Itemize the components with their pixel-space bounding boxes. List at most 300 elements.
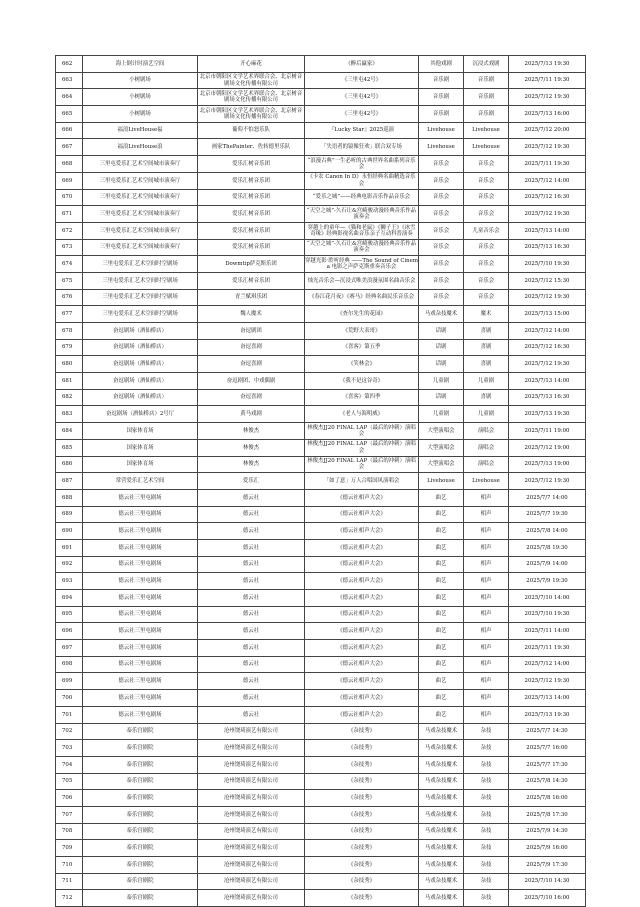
row-number-cell: 700: [56, 690, 83, 707]
row-number-cell: 668: [56, 156, 83, 173]
subcategory-cell: 相声: [464, 590, 509, 607]
category-cell: 音乐会: [419, 239, 464, 256]
subcategory-cell: Livehouse: [464, 139, 509, 156]
table-row: [56, 189, 586, 206]
datetime-cell: 2025/7/9 16:00: [509, 840, 586, 857]
program-title-cell: 《德云社相声大会》: [305, 556, 419, 573]
table-row: [56, 857, 586, 874]
row-number-cell: 676: [56, 289, 83, 306]
subcategory-cell: 喜剧: [464, 323, 509, 340]
datetime-cell: 2025/7/12 19:30: [509, 89, 586, 106]
program-title-cell: 《德云社相声大会》: [305, 539, 419, 556]
venue-cell: 泰乐宫剧院: [83, 890, 198, 907]
row-number-cell: 664: [56, 89, 83, 106]
program-title-cell: 《德云社相声大会》: [305, 623, 419, 640]
program-title-cell: 《喜客》第四季: [305, 389, 419, 406]
organizer-cell: 奋逗喜剧: [198, 389, 305, 406]
datetime-cell: 2025/7/7 16:00: [509, 740, 586, 757]
organizer-cell: 德云社: [198, 539, 305, 556]
datetime-cell: 2025/7/13 19:30: [509, 56, 586, 73]
row-number-cell: 696: [56, 623, 83, 640]
category-cell: 曲艺: [419, 606, 464, 623]
organizer-cell: Dowmtip萨克斯乐团: [198, 256, 305, 273]
venue-cell: 常营爱乐汇艺术空间: [83, 473, 198, 490]
venue-cell: 福浪LiveHouse浪: [83, 139, 198, 156]
program-title-cell: 《杂技秀》: [305, 740, 419, 757]
table-row: [56, 806, 586, 823]
datetime-cell: 2025/7/12 16:30: [509, 189, 586, 206]
organizer-cell: 青兰赋琪乐团: [198, 289, 305, 306]
organizer-cell: 德云社: [198, 623, 305, 640]
category-cell: 话剧: [419, 339, 464, 356]
table-row: [56, 439, 586, 456]
row-number-cell: 689: [56, 506, 83, 523]
venue-cell: 三里屯爱乐汇艺术空间时空剧场: [83, 256, 198, 273]
venue-cell: 三里屯爱乐汇艺术空间城市演奏厅: [83, 189, 198, 206]
category-cell: 曲艺: [419, 539, 464, 556]
organizer-cell: 沧州饶琦演艺有限公司: [198, 723, 305, 740]
table-row: [56, 289, 586, 306]
subcategory-cell: 喜剧: [464, 339, 509, 356]
organizer-cell: 德云社: [198, 590, 305, 607]
category-cell: 曲艺: [419, 706, 464, 723]
row-number-cell: 707: [56, 806, 83, 823]
row-number-cell: 678: [56, 323, 83, 340]
datetime-cell: 2025/7/9 14:00: [509, 556, 586, 573]
table-row: [56, 690, 586, 707]
subcategory-cell: 音乐会: [464, 256, 509, 273]
venue-cell: 奋逗剧场（酒仙桥店）2号厅: [83, 406, 198, 423]
program-title-cell: 穿越上的童年—《猫和老鼠》《狮子王》《冰雪奇缘》经典影视名曲音乐亲子互动科普演奏: [305, 222, 419, 239]
subcategory-cell: 杂技: [464, 857, 509, 874]
table-row: [56, 106, 586, 123]
table-row: [56, 239, 586, 256]
program-title-cell: 《德云社相声大会》: [305, 489, 419, 506]
category-cell: 马戏杂技魔术: [419, 823, 464, 840]
subcategory-cell: 音乐会: [464, 156, 509, 173]
row-number-cell: 672: [56, 222, 83, 239]
program-title-cell: 林俊杰JJ20 FINAL LAP（最后的冲刺）演唱会: [305, 439, 419, 456]
category-cell: 马戏杂技魔术: [419, 756, 464, 773]
program-title-cell: 《杂技秀》: [305, 873, 419, 890]
category-cell: 马戏杂技魔术: [419, 740, 464, 757]
datetime-cell: 2025/7/13 19:30: [509, 706, 586, 723]
category-cell: 曲艺: [419, 673, 464, 690]
venue-cell: 德云社三里屯剧场: [83, 706, 198, 723]
table-row: [56, 172, 586, 189]
row-number-cell: 697: [56, 640, 83, 657]
venue-cell: 德云社三里屯剧场: [83, 673, 198, 690]
venue-cell: 泰乐宫剧院: [83, 790, 198, 807]
category-cell: 曲艺: [419, 623, 464, 640]
program-title-cell: 《杂技秀》: [305, 790, 419, 807]
category-cell: 音乐会: [419, 272, 464, 289]
category-cell: 音乐会: [419, 289, 464, 306]
row-number-cell: 681: [56, 373, 83, 390]
subcategory-cell: 杂技: [464, 873, 509, 890]
venue-cell: 德云社三里屯剧场: [83, 489, 198, 506]
subcategory-cell: 相声: [464, 573, 509, 590]
row-number-cell: 688: [56, 489, 83, 506]
table-row: [56, 122, 586, 139]
program-title-cell: 《杂技秀》: [305, 773, 419, 790]
datetime-cell: 2025/7/13 16:30: [509, 389, 586, 406]
row-number-cell: 698: [56, 656, 83, 673]
venue-cell: 德云社三里屯剧场: [83, 690, 198, 707]
datetime-cell: 2025/7/8 14:30: [509, 773, 586, 790]
organizer-cell: 奋逗剧团: [198, 323, 305, 340]
subcategory-cell: 相声: [464, 623, 509, 640]
row-number-cell: 677: [56, 306, 83, 323]
datetime-cell: 2025/7/11 19:00: [509, 423, 586, 440]
program-title-cell: 《我不是这谷奇》: [305, 373, 419, 390]
row-number-cell: 673: [56, 239, 83, 256]
datetime-cell: 2025/7/13 15:00: [509, 306, 586, 323]
organizer-cell: 奋逗喜剧: [198, 339, 305, 356]
row-number-cell: 682: [56, 389, 83, 406]
category-cell: 话剧: [419, 389, 464, 406]
row-number-cell: 684: [56, 423, 83, 440]
venue-cell: 泰乐宫剧院: [83, 873, 198, 890]
row-number-cell: 674: [56, 256, 83, 273]
datetime-cell: 2025/7/12 19:30: [509, 673, 586, 690]
venue-cell: 国家体育场: [83, 423, 198, 440]
organizer-cell: 德云社: [198, 606, 305, 623]
row-number-cell: 663: [56, 72, 83, 89]
datetime-cell: 2025/7/7 14:00: [509, 489, 586, 506]
subcategory-cell: 相声: [464, 690, 509, 707]
table-row: [56, 740, 586, 757]
subcategory-cell: Livehouse: [464, 122, 509, 139]
table-row: [56, 473, 586, 490]
venue-cell: 奋逗剧场（酒仙桥店）: [83, 373, 198, 390]
subcategory-cell: 音乐剧: [464, 72, 509, 89]
organizer-cell: 林俊杰: [198, 456, 305, 473]
venue-cell: 德云社三里屯剧场: [83, 606, 198, 623]
row-number-cell: 694: [56, 590, 83, 607]
datetime-cell: 2025/7/7 14:30: [509, 723, 586, 740]
program-title-cell: 穿越光影·聆听经典 ——The Sound of Cinema 电影之声萨克斯重奏音乐会: [305, 256, 419, 273]
organizer-cell: 奋逗剧团、中戏偶剧: [198, 373, 305, 390]
program-title-cell: 《德云社相声大会》: [305, 690, 419, 707]
organizer-cell: 开心麻花: [198, 56, 305, 73]
datetime-cell: 2025/7/12 19:30: [509, 356, 586, 373]
organizer-cell: 沧州饶琦演艺有限公司: [198, 890, 305, 907]
table-row: [56, 339, 586, 356]
subcategory-cell: 魔术: [464, 306, 509, 323]
datetime-cell: 2025/7/7 19:30: [509, 506, 586, 523]
category-cell: 曲艺: [419, 506, 464, 523]
organizer-cell: 魏人魔术: [198, 306, 305, 323]
table-row: [56, 256, 586, 273]
datetime-cell: 2025/7/12 19:30: [509, 289, 586, 306]
organizer-cell: 爱乐汇树音乐团: [198, 156, 305, 173]
category-cell: 音乐会: [419, 172, 464, 189]
program-title-cell: 《春江花月夜》《赛马》经典名曲民乐音乐会: [305, 289, 419, 306]
organizer-cell: 北京市朝阳区文学艺术界联合会、北京树音剧场文化传播有限公司: [198, 106, 305, 123]
row-number-cell: 683: [56, 406, 83, 423]
datetime-cell: 2025/7/8 16:00: [509, 790, 586, 807]
subcategory-cell: 音乐会: [464, 289, 509, 306]
program-title-cell: 《杂技秀》: [305, 840, 419, 857]
subcategory-cell: 演唱会: [464, 456, 509, 473]
program-title-cell: 烛光音乐会—沉浸式唯美浪漫氛围名曲音乐会: [305, 272, 419, 289]
row-number-cell: 708: [56, 823, 83, 840]
table-row: [56, 139, 586, 156]
program-title-cell: “天空之城”-久石让&宫崎骏动漫经典音乐作品演奏会: [305, 239, 419, 256]
row-number-cell: 686: [56, 456, 83, 473]
venue-cell: 泰乐宫剧院: [83, 857, 198, 874]
table-row: [56, 723, 586, 740]
row-number-cell: 702: [56, 723, 83, 740]
datetime-cell: 2025/7/11 19:30: [509, 156, 586, 173]
table-row: [56, 456, 586, 473]
venue-cell: 三里屯爱乐汇艺术空间城市演奏厅: [83, 206, 198, 223]
category-cell: 曲艺: [419, 523, 464, 540]
category-cell: 马戏杂技魔术: [419, 773, 464, 790]
table-row: [56, 306, 586, 323]
datetime-cell: 2025/7/9 14:30: [509, 823, 586, 840]
organizer-cell: 德云社: [198, 556, 305, 573]
row-number-cell: 680: [56, 356, 83, 373]
table-row: [56, 89, 586, 106]
table-row: [56, 423, 586, 440]
venue-cell: 泰乐宫剧院: [83, 723, 198, 740]
organizer-cell: 奋逗喜剧: [198, 356, 305, 373]
subcategory-cell: 儿童音乐会: [464, 222, 509, 239]
table-row: [56, 673, 586, 690]
table-row: [56, 890, 586, 907]
subcategory-cell: Livehouse: [464, 473, 509, 490]
venue-cell: 德云社三里屯剧场: [83, 506, 198, 523]
category-cell: 马戏杂技魔术: [419, 890, 464, 907]
program-title-cell: 《杂技秀》: [305, 857, 419, 874]
table-row: [56, 873, 586, 890]
venue-cell: 三里屯爱乐汇艺术空间城市演奏厅: [83, 239, 198, 256]
venue-cell: 奋逗剧场（酒仙桥店）: [83, 323, 198, 340]
program-title-cell: 《杂技秀》: [305, 756, 419, 773]
subcategory-cell: 相声: [464, 506, 509, 523]
venue-cell: 国家体育场: [83, 456, 198, 473]
venue-cell: 泰乐宫剧院: [83, 740, 198, 757]
venue-cell: 德云社三里屯剧场: [83, 539, 198, 556]
datetime-cell: 2025/7/12 19:00: [509, 439, 586, 456]
organizer-cell: 德云社: [198, 523, 305, 540]
datetime-cell: 2025/7/8 19:30: [509, 539, 586, 556]
subcategory-cell: 演唱会: [464, 439, 509, 456]
organizer-cell: 爱乐汇树音乐团: [198, 189, 305, 206]
program-title-cell: 《德云社相声大会》: [305, 706, 419, 723]
datetime-cell: 2025/7/12 20:00: [509, 122, 586, 139]
program-title-cell: 《德云社相声大会》: [305, 656, 419, 673]
organizer-cell: 北京市朝阳区文学艺术界联合会、北京树音剧场文化传播有限公司: [198, 89, 305, 106]
organizer-cell: 林俊杰: [198, 423, 305, 440]
organizer-cell: 沧州饶琦演艺有限公司: [198, 840, 305, 857]
subcategory-cell: 音乐会: [464, 172, 509, 189]
datetime-cell: 2025/7/13 16:00: [509, 106, 586, 123]
datetime-cell: 2025/7/12 19:30: [509, 473, 586, 490]
program-title-cell: 「如了意」万人合唱国风演唱会: [305, 473, 419, 490]
row-number-cell: 662: [56, 56, 83, 73]
table-row: [56, 222, 586, 239]
datetime-cell: 2025/7/8 14:00: [509, 523, 586, 540]
row-number-cell: 712: [56, 890, 83, 907]
row-number-cell: 679: [56, 339, 83, 356]
organizer-cell: 爱乐汇树音乐团: [198, 222, 305, 239]
program-title-cell: 《醉后赢家》: [305, 56, 419, 73]
category-cell: 曲艺: [419, 573, 464, 590]
table-row: [56, 773, 586, 790]
program-title-cell: 《老人与海明威》: [305, 406, 419, 423]
category-cell: 曲艺: [419, 556, 464, 573]
organizer-cell: 德云社: [198, 673, 305, 690]
organizer-cell: 北京市朝阳区文学艺术界联合会、北京树音剧场文化传播有限公司: [198, 72, 305, 89]
venue-cell: 小树剧场: [83, 89, 198, 106]
program-title-cell: 《喜客》第五季: [305, 339, 419, 356]
category-cell: 曲艺: [419, 656, 464, 673]
program-title-cell: “爱乐之城”——经典电影音乐作品音乐会: [305, 189, 419, 206]
category-cell: 音乐会: [419, 222, 464, 239]
organizer-cell: 沧州饶琦演艺有限公司: [198, 857, 305, 874]
datetime-cell: 2025/7/12 19:30: [509, 206, 586, 223]
organizer-cell: 德云社: [198, 573, 305, 590]
table-row: [56, 640, 586, 657]
organizer-cell: 沧州饶琦演艺有限公司: [198, 873, 305, 890]
category-cell: 儿童剧: [419, 406, 464, 423]
program-title-cell: 《杂技秀》: [305, 723, 419, 740]
table-row: [56, 323, 586, 340]
row-number-cell: 675: [56, 272, 83, 289]
subcategory-cell: 杂技: [464, 790, 509, 807]
subcategory-cell: 音乐剧: [464, 106, 509, 123]
venue-cell: 泰乐宫剧院: [83, 756, 198, 773]
table-row: [56, 356, 586, 373]
organizer-cell: 沧州饶琦演艺有限公司: [198, 806, 305, 823]
venue-cell: 德云社三里屯剧场: [83, 573, 198, 590]
subcategory-cell: 相声: [464, 489, 509, 506]
subcategory-cell: 杂技: [464, 740, 509, 757]
category-cell: 话剧: [419, 323, 464, 340]
program-title-cell: 《笑林会》: [305, 356, 419, 373]
subcategory-cell: 杂技: [464, 890, 509, 907]
table-row: [56, 156, 586, 173]
row-number-cell: 685: [56, 439, 83, 456]
program-title-cell: 《查尔先生的花园》: [305, 306, 419, 323]
organizer-cell: 德云社: [198, 706, 305, 723]
category-cell: 音乐会: [419, 256, 464, 273]
program-title-cell: 《荒野大表哥》: [305, 323, 419, 340]
organizer-cell: 画家ThePainter、佐转德里乐队: [198, 139, 305, 156]
category-cell: 曲艺: [419, 489, 464, 506]
organizer-cell: 黄马戏剧: [198, 406, 305, 423]
venue-cell: 奋逗剧场（酒仙桥店）: [83, 339, 198, 356]
category-cell: 音乐剧: [419, 89, 464, 106]
category-cell: Livehouse: [419, 122, 464, 139]
organizer-cell: 爱乐汇树音乐团: [198, 272, 305, 289]
category-cell: 大型演唱会: [419, 456, 464, 473]
organizer-cell: 爱乐汇树音乐团: [198, 206, 305, 223]
program-title-cell: 《卡农 Canon In D》永恒经典名曲精选音乐会: [305, 172, 419, 189]
table-row: [56, 523, 586, 540]
datetime-cell: 2025/7/11 19:30: [509, 640, 586, 657]
venue-cell: 三里屯爱乐汇艺术空间时空剧场: [83, 306, 198, 323]
datetime-cell: 2025/7/13 14:00: [509, 222, 586, 239]
organizer-cell: 林俊杰: [198, 439, 305, 456]
datetime-cell: 2025/7/13 19:00: [509, 456, 586, 473]
category-cell: Livehouse: [419, 139, 464, 156]
subcategory-cell: 音乐会: [464, 272, 509, 289]
subcategory-cell: 杂技: [464, 806, 509, 823]
program-title-cell: 《杂技秀》: [305, 823, 419, 840]
category-cell: 马戏杂技魔术: [419, 806, 464, 823]
datetime-cell: 2025/7/13 14:00: [509, 373, 586, 390]
program-title-cell: 《德云社相声大会》: [305, 523, 419, 540]
table-row: [56, 272, 586, 289]
venue-cell: 德云社三里屯剧场: [83, 523, 198, 540]
datetime-cell: 2025/7/10 16:00: [509, 890, 586, 907]
datetime-cell: 2025/7/10 14:30: [509, 873, 586, 890]
venue-cell: 泰乐宫剧院: [83, 840, 198, 857]
table-body: [56, 56, 586, 907]
venue-cell: 三里屯爱乐汇艺术空间时空剧场: [83, 289, 198, 306]
subcategory-cell: 演唱会: [464, 423, 509, 440]
category-cell: 马戏杂技魔术: [419, 306, 464, 323]
venue-cell: 三里屯爱乐汇艺术空间城市演奏厅: [83, 222, 198, 239]
subcategory-cell: 杂技: [464, 756, 509, 773]
program-title-cell: “浪漫古典”一生必听的古典世界名曲系列音乐会: [305, 156, 419, 173]
subcategory-cell: 相声: [464, 539, 509, 556]
table-row: [56, 573, 586, 590]
venue-cell: 泰乐宫剧院: [83, 823, 198, 840]
subcategory-cell: 杂技: [464, 773, 509, 790]
organizer-cell: 沧州饶琦演艺有限公司: [198, 756, 305, 773]
table-row: [56, 790, 586, 807]
category-cell: 音乐会: [419, 156, 464, 173]
subcategory-cell: 杂技: [464, 823, 509, 840]
organizer-cell: 德云社: [198, 690, 305, 707]
subcategory-cell: 相声: [464, 656, 509, 673]
row-number-cell: 709: [56, 840, 83, 857]
venue-cell: 德云社三里屯剧场: [83, 590, 198, 607]
organizer-cell: 沧州饶琦演艺有限公司: [198, 740, 305, 757]
venue-cell: 奋逗剧场（酒仙桥店）: [83, 389, 198, 406]
table-row: [56, 590, 586, 607]
organizer-cell: 沧州饶琦演艺有限公司: [198, 773, 305, 790]
subcategory-cell: 相声: [464, 640, 509, 657]
category-cell: 曲艺: [419, 690, 464, 707]
program-title-cell: 『Lucky Star』2025巡演: [305, 122, 419, 139]
program-title-cell: 林俊杰JJ20 FINAL LAP（最后的冲刺）演唱会: [305, 456, 419, 473]
category-cell: 其他戏剧: [419, 56, 464, 73]
program-title-cell: 《德云社相声大会》: [305, 506, 419, 523]
venue-cell: 小树剧场: [83, 106, 198, 123]
table-row: [56, 706, 586, 723]
subcategory-cell: 沉浸式戏剧: [464, 56, 509, 73]
venue-cell: 三里屯爱乐汇艺术空间时空剧场: [83, 272, 198, 289]
category-cell: 曲艺: [419, 640, 464, 657]
venue-cell: 泰乐宫剧院: [83, 806, 198, 823]
datetime-cell: 2025/7/10 19:30: [509, 606, 586, 623]
row-number-cell: 706: [56, 790, 83, 807]
table-row: [56, 506, 586, 523]
row-number-cell: 703: [56, 740, 83, 757]
program-title-cell: 「失语者的镜像狂欢」联合双专场: [305, 139, 419, 156]
program-title-cell: 林俊杰JJ20 FINAL LAP（最后的冲刺）演唱会: [305, 423, 419, 440]
table-row: [56, 656, 586, 673]
program-title-cell: 《德云社相声大会》: [305, 590, 419, 607]
datetime-cell: 2025/7/13 19:30: [509, 406, 586, 423]
category-cell: 马戏杂技魔术: [419, 840, 464, 857]
